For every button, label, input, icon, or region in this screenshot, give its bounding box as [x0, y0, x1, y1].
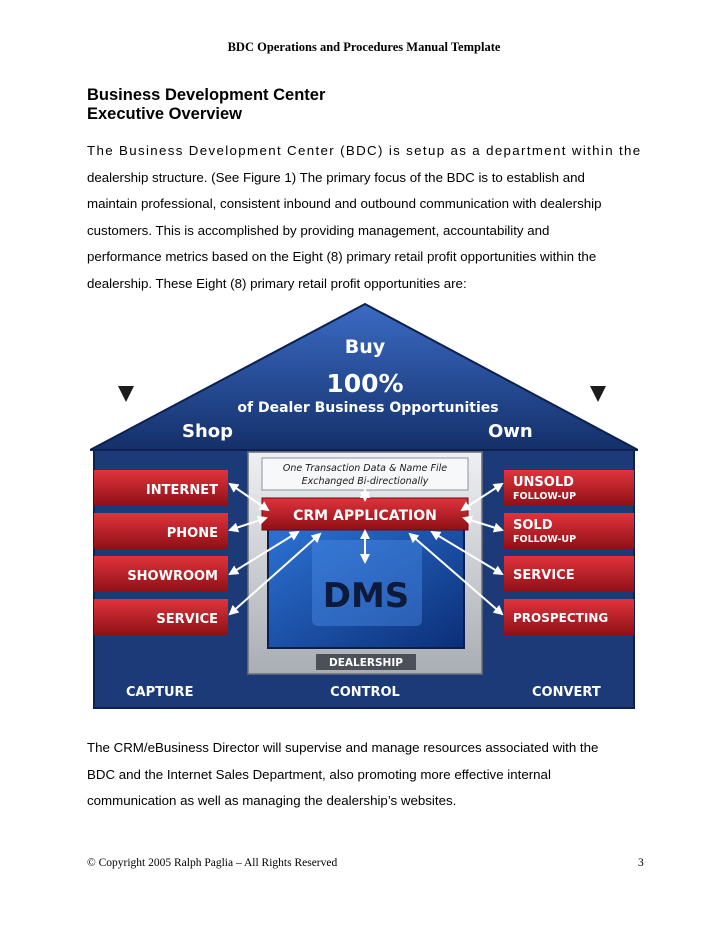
- closing-line: The CRM/eBusiness Director will supervise and manage resources associated with the: [87, 740, 599, 755]
- transaction-note-line-2: Exchanged Bi-directionally: [301, 476, 429, 487]
- section-title-line-1: Business Development Center: [87, 86, 326, 104]
- closing-paragraph: [87, 735, 647, 815]
- running-header: BDC Operations and Procedures Manual Template: [227, 40, 501, 54]
- left-item-label: PHONE: [166, 526, 218, 541]
- outbound-arrow-icon: [590, 386, 606, 402]
- right-item-label: SERVICE: [513, 568, 575, 583]
- intro-line: maintain professional, consistent inbound and outbound communication with dealership: [87, 196, 602, 211]
- capture-label: CAPTURE: [126, 685, 194, 700]
- left-item-label: SHOWROOM: [127, 569, 218, 584]
- intro-line: dealership. These Eight (8) primary retail profit opportunities are:: [87, 275, 467, 291]
- bdc-house-figure: [90, 300, 638, 712]
- intro-line: The Business Development Center (BDC) is setup as a department within the: [87, 143, 642, 158]
- left-item-label: SERVICE: [156, 612, 218, 627]
- right-item-label: UNSOLD: [513, 475, 574, 490]
- inbound-arrow-icon: [118, 386, 134, 402]
- own-label: Own: [488, 421, 533, 442]
- right-item-sub-label: FOLLOW-UP: [513, 534, 577, 545]
- right-item-label: PROSPECTING: [513, 611, 609, 625]
- convert-label: CONVERT: [532, 685, 601, 700]
- crm-label: CRM APPLICATION: [293, 508, 437, 524]
- shop-label: Shop: [182, 421, 234, 442]
- section-title-line-2: Executive Overview: [87, 105, 243, 123]
- outbound-label: OUTBOUND: [526, 347, 610, 362]
- closing-line: communication as well as managing the dealership’s websites.: [87, 793, 457, 808]
- outbound-sub-label: OPPORTUNITIES: [524, 366, 615, 377]
- section-title: [87, 86, 325, 124]
- buy-label: Buy: [344, 336, 386, 358]
- page-number: 3: [638, 857, 644, 869]
- intro-line: customers. This is accomplished by providing management, accountability and: [87, 222, 550, 238]
- right-item-label: SOLD: [513, 518, 553, 533]
- control-label: CONTROL: [330, 685, 400, 700]
- intro-line: performance metrics based on the Eight (8) primary retail profit opportunities within the: [87, 249, 597, 264]
- dms-label: DMS: [322, 576, 410, 616]
- closing-line: BDC and the Internet Sales Department, also promoting more effective internal: [87, 766, 551, 782]
- right-item-sub-label: FOLLOW-UP: [513, 491, 577, 502]
- opportunities-label: of Dealer Business Opportunities: [237, 400, 499, 416]
- left-item-label: INTERNET: [145, 483, 218, 498]
- inbound-sub-label: OPPORTUNITIES: [110, 366, 201, 377]
- intro-line: dealership structure. (See Figure 1) The primary focus of the BDC is to establish and: [87, 169, 585, 185]
- intro-paragraph: [87, 138, 647, 297]
- percent-label: 100%: [326, 369, 404, 398]
- transaction-note-line-1: One Transaction Data & Name File: [282, 463, 448, 474]
- inbound-label: INBOUND: [118, 347, 187, 362]
- dealership-label: DEALERSHIP: [329, 657, 403, 669]
- copyright-footer: © Copyright 2005 Ralph Paglia – All Rights Reserved: [87, 857, 338, 869]
